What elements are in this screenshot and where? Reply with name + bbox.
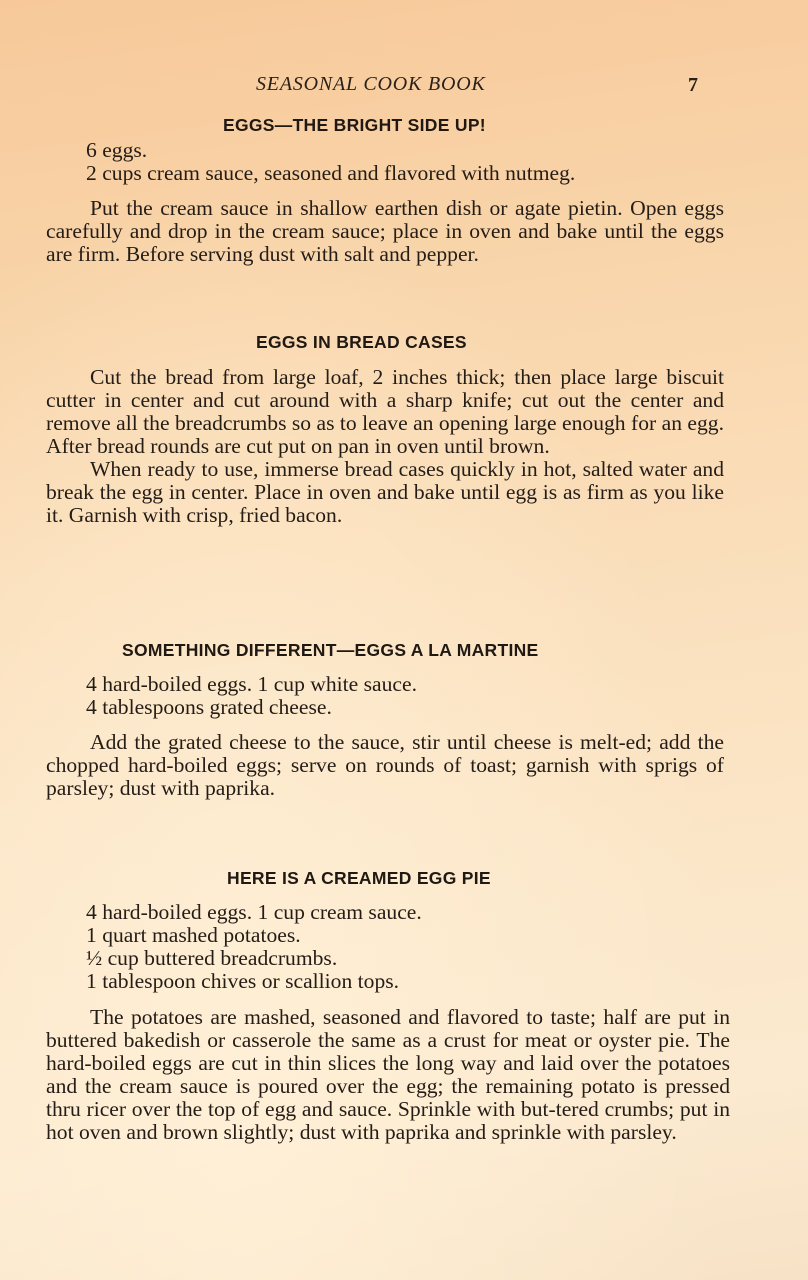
instruction-paragraph: When ready to use, immerse bread cases quickly in hot, salted water and break the egg in center. Place in oven and bake until egg is as firm as you like it. Garnish with crisp, fried bacon. — [46, 457, 724, 527]
recipe-title: SOMETHING DIFFERENT—EGGS A LA MARTINE — [122, 640, 539, 660]
recipe-body — [46, 673, 724, 800]
instruction-paragraph: Cut the bread from large loaf, 2 inches thick; then place large biscuit cutter in center and cut around with a sharp knife; cut out the center and remove all the breadcrumbs so as to leave an opening large enough for an egg. After bread rounds are cut put on pan in oven until brown. — [46, 365, 724, 458]
ingredient-item: 2 cups cream sauce, seasoned and flavored with nutmeg. — [86, 161, 576, 185]
ingredient-list — [46, 673, 724, 719]
ingredient-item: 6 eggs. — [86, 138, 148, 162]
instruction-paragraph: Put the cream sauce in shallow earthen dish or agate pietin. Open eggs carefully and drop in the cream sauce; place in oven and bake until the eggs are firm. Before serving dust with salt and pepper. — [46, 196, 724, 266]
running-head-title: SEASONAL COOK BOOK — [256, 73, 486, 95]
page-number: 7 — [688, 74, 698, 96]
recipe-body — [46, 139, 724, 266]
ingredient-item: ½ cup buttered breadcrumbs. — [86, 946, 338, 970]
ingredient-list — [46, 139, 724, 185]
instruction-paragraph: Add the grated cheese to the sauce, stir until cheese is melt-ed; add the chopped hard-boiled eggs; serve on rounds of toast; garnish with sprigs of parsley; dust with paprika. — [46, 730, 724, 800]
recipe-title: EGGS IN BREAD CASES — [256, 332, 467, 352]
ingredient-item: 4 tablespoons grated cheese. — [86, 695, 332, 719]
recipe-title: HERE IS A CREAMED EGG PIE — [227, 868, 491, 888]
recipe-body — [46, 901, 730, 1144]
ingredient-list — [46, 901, 730, 993]
instruction-paragraph: The potatoes are mashed, seasoned and flavored to taste; half are put in buttered bakedish or casserole the same as a crust for meat or oyster pie. The hard-boiled eggs are cut in thin slices the long way and laid over the potatoes and the cream sauce is poured over the egg; the remaining potato is pressed thru ricer over the top of egg and sauce. Sprinkle with but-tered crumbs; put in hot oven and brown slightly; dust with paprika and sprinkle with parsley. — [46, 1005, 730, 1144]
recipe-title: EGGS—THE BRIGHT SIDE UP! — [223, 115, 486, 135]
recipe-body — [46, 366, 724, 527]
ingredient-item: 1 tablespoon chives or scallion tops. — [86, 969, 400, 993]
ingredient-item: 4 hard-boiled eggs. 1 cup cream sauce. — [86, 900, 422, 924]
ingredient-item: 1 quart mashed potatoes. — [86, 923, 301, 947]
ingredient-item: 4 hard-boiled eggs. 1 cup white sauce. — [86, 672, 418, 696]
